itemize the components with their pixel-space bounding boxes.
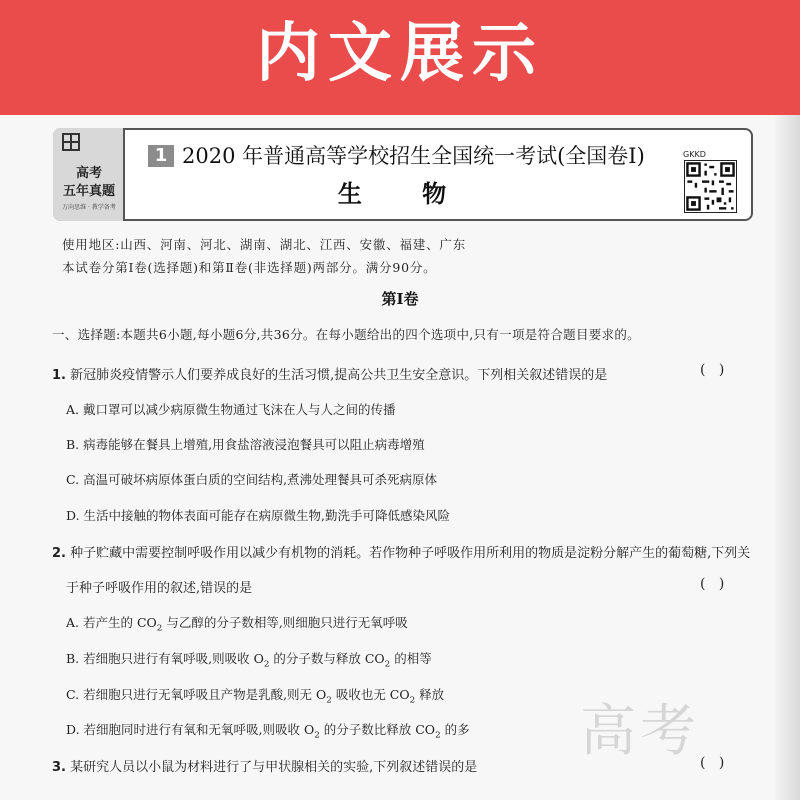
brand-logo-icon	[62, 133, 80, 151]
section-title: 第Ⅰ卷	[381, 290, 419, 308]
brand-line-2: 五年真题	[62, 184, 115, 199]
qr-code-icon[interactable]	[684, 160, 737, 213]
answer-bracket-2[interactable]: ( )	[700, 576, 725, 592]
question-stem: 某研究人员以小鼠为材料进行了与甲状腺相关的实验,下列叙述错误的是	[70, 760, 478, 775]
question-stem: 新冠肺炎疫情警示人们要养成良好的生活习惯,提高公共卫生安全意识。下列相关叙述错误的是	[70, 368, 608, 383]
subject-title: 生 物	[337, 180, 473, 208]
watermark: 高考	[580, 699, 700, 764]
qr-label: GKKD	[683, 150, 706, 159]
question-number: 3.	[52, 760, 66, 775]
q2-option-d: D. 若细胞同时进行有氧和无氧呼吸,则吸收 $O_2$ 的分子数比释放 $CO_2$ 的多	[66, 722, 470, 741]
q2-option-a: A. 若产生的 $CO_2$ 与乙醇的分子数相等,则细胞只进行无氧呼吸	[66, 615, 408, 634]
q2-option-b: B. 若细胞只进行有氧呼吸,则吸收 $O_2$ 的分子数与释放 $CO_2$ 的相等	[66, 651, 432, 670]
answer-bracket-1[interactable]: ( )	[700, 362, 725, 378]
usage-regions: 使用地区:山西、河南、河北、湖南、湖北、江西、安徽、福建、广东	[62, 237, 467, 252]
page-edge-shadow	[775, 115, 800, 800]
brand-line-1: 高考	[75, 166, 102, 181]
q1-option-b: B. 病毒能够在餐具上增殖,用食盐溶液浸泡餐具可以阻止病毒增殖	[66, 437, 425, 452]
q2-option-c: C. 若细胞只进行无氧呼吸且产物是乳酸,则无 $O_2$ 吸收也无 $CO_2$ 释放	[66, 687, 445, 706]
question-2	[52, 542, 750, 561]
q1-option-c: C. 高温可破坏病原体蛋白质的空间结构,煮沸处理餐具可杀死病原体	[66, 472, 438, 487]
paper-title: 2020 年普通高等学校招生全国统一考试(全国卷Ⅰ)	[182, 144, 645, 168]
question-number: 1.	[52, 368, 66, 383]
q1-option-d: D. 生活中接触的物体表面可能存在病原微生物,勤洗手可降低感染风险	[66, 508, 450, 523]
paper-number-badge: 1	[148, 145, 174, 167]
brand-footer: 万向思维 · 教学备考	[62, 204, 116, 211]
question-2-stem-line-2: 于种子呼吸作用的叙述,错误的是	[66, 581, 253, 596]
exam-structure: 本试卷分第Ⅰ卷(选择题)和第Ⅱ卷(非选择题)两部分。满分90分。	[62, 260, 437, 275]
question-1	[52, 364, 607, 383]
question-3	[52, 756, 477, 775]
banner-title: 内文展示	[256, 17, 544, 91]
q1-option-a: A. 戴口罩可以减少病原微生物通过飞沫在人与人之间的传播	[66, 402, 396, 417]
question-number: 2.	[52, 546, 66, 561]
section-instructions: 一、选择题:本题共6小题,每小题6分,共36分。在每小题给出的四个选项中,只有一项是符合题目要求的。	[52, 327, 640, 342]
answer-bracket-3[interactable]: ( )	[700, 755, 725, 771]
question-stem-line-1: 种子贮藏中需要控制呼吸作用以减少有机物的消耗。若作物种子呼吸作用所利用的物质是淀粉分解产生的葡萄糖,下列关	[70, 546, 751, 561]
